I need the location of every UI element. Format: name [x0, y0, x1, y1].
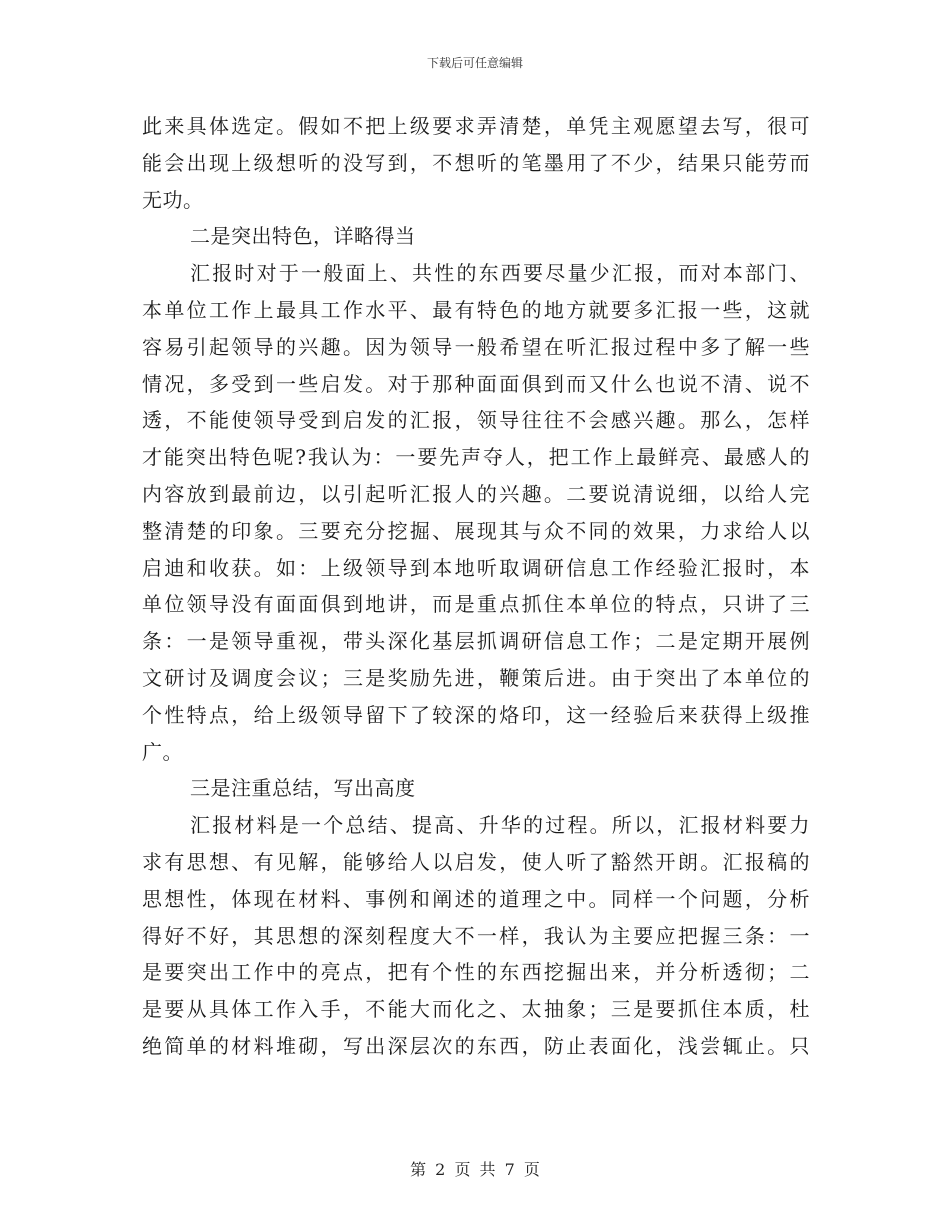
body-line: 条：一是领导重视，带头深化基层抓调研信息工作；二是定期开展例: [142, 629, 810, 654]
body-line: 汇报时对于一般面上、共性的东西要尽量少汇报，而对本部门、: [190, 261, 810, 286]
body-line: 透，不能使领导受到启发的汇报，领导往往不会感兴趣。那么，怎样: [142, 408, 810, 433]
body-line: 是要突出工作中的亮点，把有个性的东西挖掘出来，并分析透彻；二: [142, 960, 810, 985]
page-number-footer: 第 2 页 共 7 页: [410, 1160, 540, 1179]
body-line: 绝简单的材料堆砌，写出深层次的东西，防止表面化，浅尝辄止。只: [142, 1033, 810, 1058]
body-line: 启迪和收获。如：上级领导到本地听取调研信息工作经验汇报时，本: [142, 555, 810, 580]
section-heading: 三是注重总结，写出高度: [190, 776, 416, 801]
body-line: 文研讨及调度会议；三是奖励先进，鞭策后进。由于突出了本单位的: [142, 665, 810, 690]
body-line: 是要从具体工作入手，不能大而化之、太抽象；三是要抓住本质，杜: [142, 997, 810, 1022]
body-line: 整清楚的印象。三要充分挖掘、展现其与众不同的效果，力求给人以: [142, 518, 810, 543]
body-line: 得好不好，其思想的深刻程度大不一样，我认为主要应把握三条：一: [142, 923, 810, 948]
body-line: 无功。: [142, 187, 204, 212]
body-line: 单位领导没有面面俱到地讲，而是重点抓住本单位的特点，只讲了三: [142, 592, 810, 617]
page-header: 下载后可任意编辑: [426, 56, 523, 70]
body-line: 情况，多受到一些启发。对于那种面面俱到而又什么也说不清、说不: [142, 371, 810, 396]
body-line: 容易引起领导的兴趣。因为领导一般希望在听汇报过程中多了解一些: [142, 334, 810, 359]
body-line: 内容放到最前边，以引起听汇报人的兴趣。二要说清说细，以给人完: [142, 481, 810, 506]
document-body: [142, 108, 810, 1065]
body-line: 广。: [142, 739, 183, 764]
body-line: 此来具体选定。假如不把上级要求弄清楚，单凭主观愿望去写，很可: [142, 114, 810, 138]
section-heading: 二是突出特色，详略得当: [190, 224, 416, 249]
body-line: 求有思想、有见解，能够给人以启发，使人听了豁然开朗。汇报稿的: [142, 849, 810, 874]
body-line: 汇报材料是一个总结、提高、升华的过程。所以，汇报材料要力: [190, 813, 810, 838]
body-line: 能会出现上级想听的没写到，不想听的笔墨用了不少，结果只能劳而: [142, 150, 810, 175]
body-line: 思想性，体现在材料、事例和阐述的道理之中。同样一个问题，分析: [142, 886, 810, 911]
body-line: 个性特点，给上级领导留下了较深的烙印，这一经验后来获得上级推: [142, 702, 810, 727]
body-line: 才能突出特色呢?我认为：一要先声夺人，把工作上最鲜亮、最感人的: [142, 445, 810, 470]
body-line: 本单位工作上最具工作水平、最有特色的地方就要多汇报一些，这就: [142, 297, 810, 322]
